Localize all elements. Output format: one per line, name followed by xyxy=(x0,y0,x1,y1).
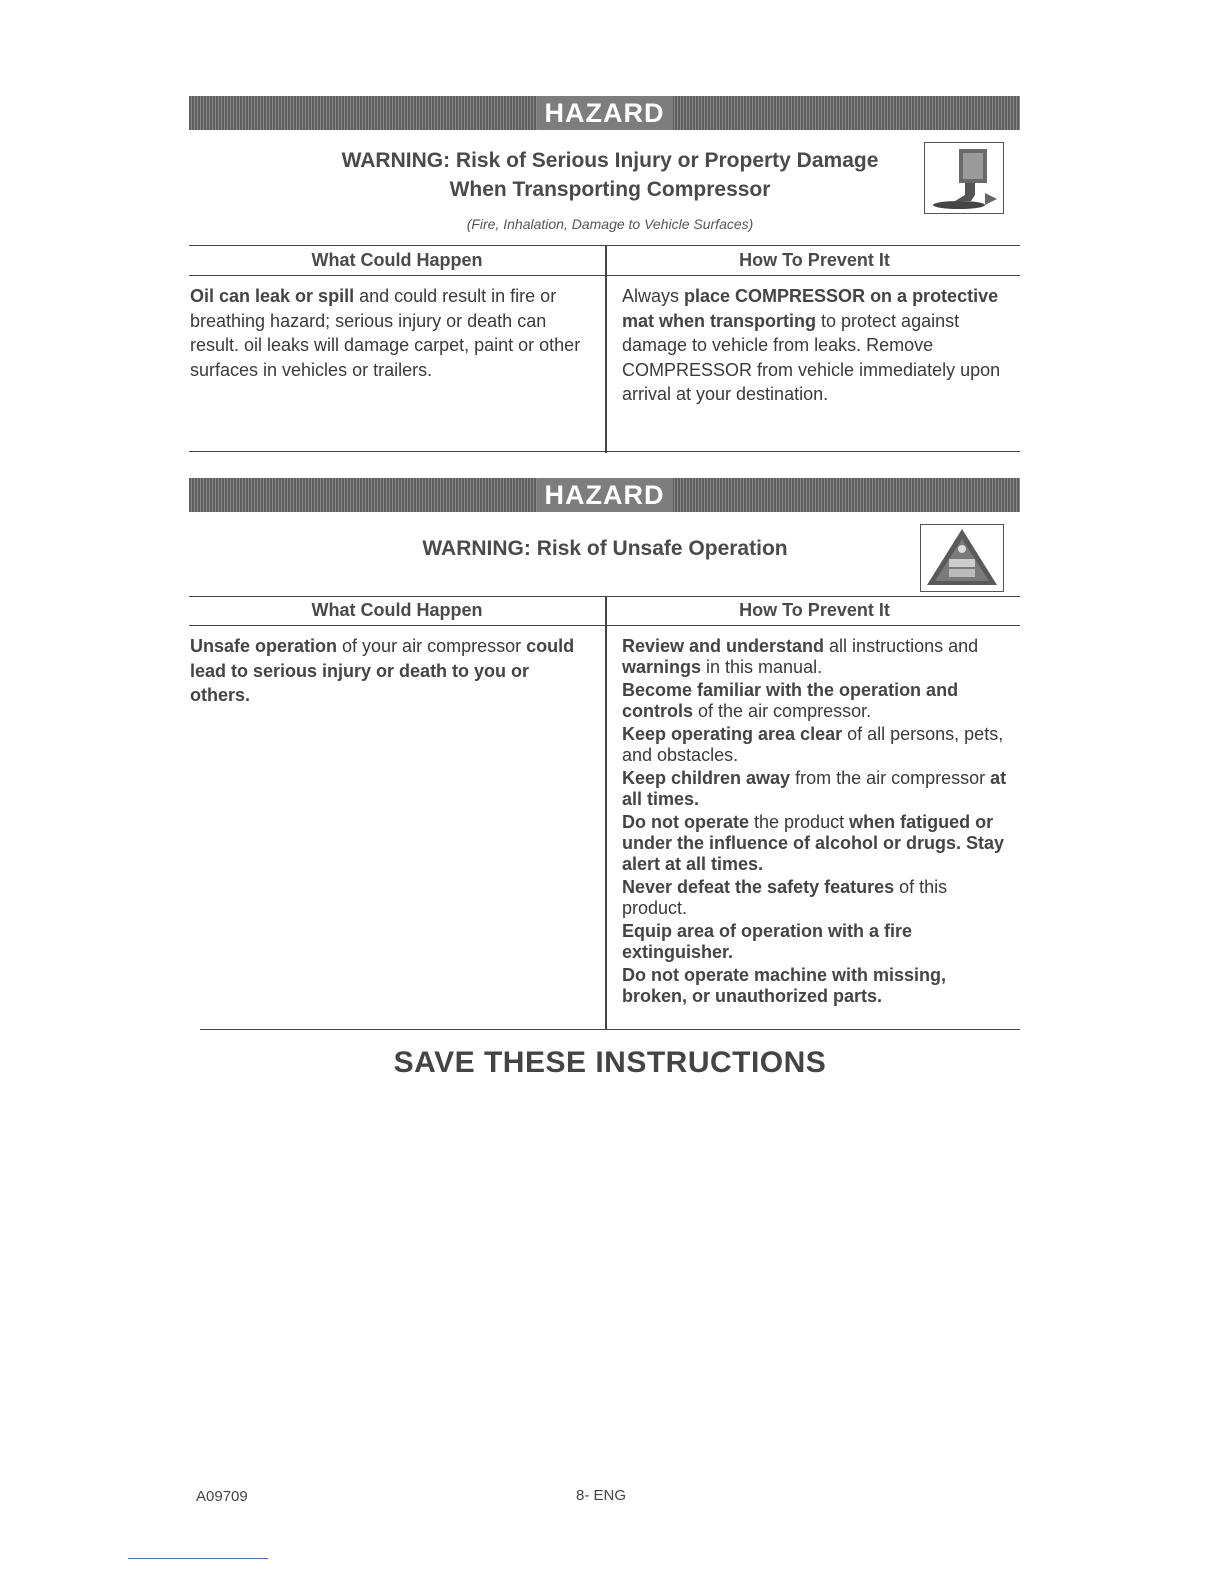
prevent-item: Become familiar with the operation and controls of the air compressor. xyxy=(622,680,959,721)
table-rule xyxy=(200,1029,1020,1030)
what-could-happen-cell xyxy=(190,634,585,708)
hazard-banner-transport xyxy=(189,96,1020,130)
hazard-label: HAZARD xyxy=(537,478,673,512)
table-rule xyxy=(189,451,1020,452)
cell-bold: could lead to serious injury or death to you or others. xyxy=(190,636,575,705)
hazard-banner-operation xyxy=(189,478,1020,512)
cell-text: of your air compressor xyxy=(337,636,527,656)
document-code: A09709 xyxy=(196,1488,248,1505)
warning-line-1: WARNING: Risk of Serious Injury or Property Damage xyxy=(341,149,879,172)
column-divider xyxy=(605,245,607,453)
prevent-item: Keep operating area clear of all persons, pets, and obstacles. xyxy=(622,724,1004,765)
prevent-item: Review and understand all instructions and warnings in this manual. xyxy=(622,636,979,677)
oil-spill-icon xyxy=(924,142,1004,214)
what-could-happen-cell xyxy=(190,284,585,382)
cell-bold: Oil can leak or spill xyxy=(190,286,355,306)
prevent-item: Keep children away from the air compressor at all times. xyxy=(622,768,1007,809)
prevent-item: Do not operate the product when fatigued or under the influence of alcohol or drugs. Stay alert at all times. xyxy=(622,812,1005,874)
transport-hazard-subtitle: (Fire, Inhalation, Damage to Vehicle Surfaces) xyxy=(466,216,754,232)
bottom-rule xyxy=(128,1558,268,1559)
warning-line-2: When Transporting Compressor xyxy=(449,178,771,201)
col-what-could-happen: What Could Happen xyxy=(311,600,483,620)
operation-hazard-table xyxy=(189,596,1020,1032)
page-number: 8- ENG xyxy=(576,1487,627,1504)
hazard-label: HAZARD xyxy=(537,96,673,130)
column-divider xyxy=(605,596,607,1030)
prevent-list xyxy=(622,636,1014,1009)
prevent-item: Never defeat the safety features of this product. xyxy=(622,877,948,918)
cell-text: to protect against damage to vehicle from leaks. Remove COMPRESSOR from vehicle immediately upon arrival at your destination. xyxy=(622,310,1001,404)
transport-warning-title xyxy=(250,146,970,204)
col-how-to-prevent: How To Prevent It xyxy=(739,250,890,270)
save-instructions-heading: SAVE THESE INSTRUCTIONS xyxy=(393,1046,827,1079)
operation-warning-title: WARNING: Risk of Unsafe Operation xyxy=(422,537,788,560)
col-how-to-prevent: How To Prevent It xyxy=(739,600,890,620)
cell-text-pre: Always xyxy=(622,286,685,306)
cell-bold: Unsafe operation xyxy=(190,636,338,656)
cell-bold: place COMPRESSOR on a protective mat when transporting xyxy=(622,286,999,331)
prevent-item: Do not operate machine with missing, broken, or unauthorized parts. xyxy=(622,965,947,1006)
transport-hazard-table xyxy=(189,245,1020,453)
safety-first-icon xyxy=(920,524,1004,592)
col-what-could-happen: What Could Happen xyxy=(311,250,483,270)
how-to-prevent-cell xyxy=(622,284,1012,407)
cell-text: and could result in fire or breathing hazard; serious injury or death can result. oil leaks will damage carpet, paint or other surfaces in vehicles or trailers. xyxy=(190,286,581,380)
prevent-item: Equip area of operation with a fire extinguisher. xyxy=(622,921,913,962)
